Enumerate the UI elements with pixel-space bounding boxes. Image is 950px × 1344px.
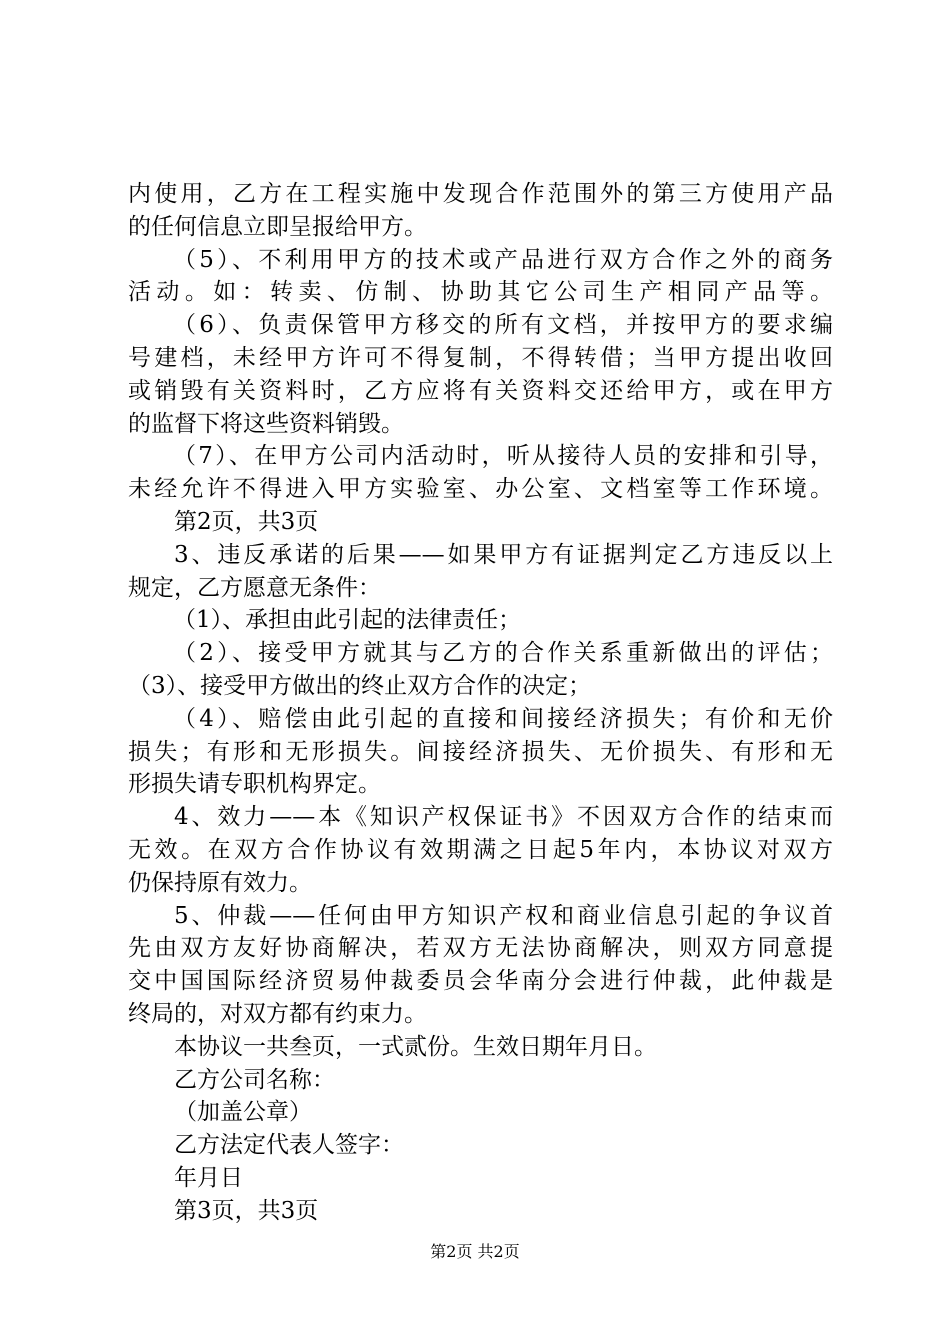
paragraph-line: 终局的，对双方都有约束力。 xyxy=(128,1000,427,1027)
paragraph-line: 3、违反承诺的后果——如果甲方有证据判定乙方违反以上 xyxy=(174,541,833,568)
paragraph-line: 形损失请专职机构界定。 xyxy=(128,771,381,798)
paragraph-line: （4）、赔偿由此引起的直接和间接经济损失；有价和无价 xyxy=(173,705,833,732)
paragraph-line: 或销毁有关资料时，乙方应将有关资料交还给甲方，或在甲方 xyxy=(128,377,833,404)
paragraph-line: 内使用，乙方在工程实施中发现合作范围外的第三方使用产品 xyxy=(128,181,833,207)
paragraph-line: 未经允许不得进入甲方实验室、办公室、文档室等工作环境。 xyxy=(128,476,833,503)
document-body xyxy=(128,178,833,1228)
paragraph-line: 的监督下将这些资料销毁。 xyxy=(128,410,404,437)
paragraph-line: （3）、接受甲方做出的终止双方合作的决定； xyxy=(128,672,592,699)
paragraph-line: 损失；有形和无形损失。间接经济损失、无价损失、有形和无 xyxy=(128,738,833,765)
paragraph-line: 号建档，未经甲方许可不得复制，不得转借；当甲方提出收回 xyxy=(128,344,833,371)
signature-field-company: 乙方公司名称： xyxy=(174,1066,335,1093)
paragraph-line: （5）、不利用甲方的技术或产品进行双方合作之外的商务 xyxy=(173,246,833,273)
page-marker: 第3页，共3页 xyxy=(174,1197,319,1224)
paragraph-line: （7）、在甲方公司内活动时，听从接待人员的安排和引导， xyxy=(173,443,833,470)
page-footer: 第2页 共2页 xyxy=(430,1242,520,1261)
signature-field-representative: 乙方法定代表人签字： xyxy=(174,1132,404,1159)
paragraph-line: 无效。在双方合作协议有效期满之日起5年内，本协议对双方 xyxy=(128,836,833,863)
signature-field-seal: （加盖公章） xyxy=(174,1099,312,1126)
paragraph-line: 的任何信息立即呈报给甲方。 xyxy=(128,213,427,240)
paragraph-line: 仍保持原有效力。 xyxy=(128,869,312,896)
paragraph-line: 先由双方友好协商解决，若双方无法协商解决，则双方同意提 xyxy=(128,935,833,962)
paragraph-line: （2）、接受甲方就其与乙方的合作关系重新做出的评估； xyxy=(173,640,833,667)
paragraph-line: 本协议一共叁页，一式贰份。生效日期年月日。 xyxy=(174,1033,657,1060)
paragraph-line: 4、效力——本《知识产权保证书》不因双方合作的结束而 xyxy=(174,804,833,831)
page-marker: 第2页，共3页 xyxy=(174,508,319,535)
paragraph-line: 交中国国际经济贸易仲裁委员会华南分会进行仲裁，此仲裁是 xyxy=(128,968,833,995)
signature-field-date: 年月日 xyxy=(174,1164,243,1191)
paragraph-line: 活动。如：转卖、仿制、协助其它公司生产相同产品等。 xyxy=(128,279,833,306)
paragraph-line: （6）、负责保管甲方移交的所有文档，并按甲方的要求编 xyxy=(173,312,833,339)
paragraph-line: 规定，乙方愿意无条件： xyxy=(128,574,381,601)
paragraph-line: 5、仲裁——任何由甲方知识产权和商业信息引起的争议首 xyxy=(174,902,833,929)
paragraph-line: （1）、承担由此引起的法律责任； xyxy=(173,607,522,634)
